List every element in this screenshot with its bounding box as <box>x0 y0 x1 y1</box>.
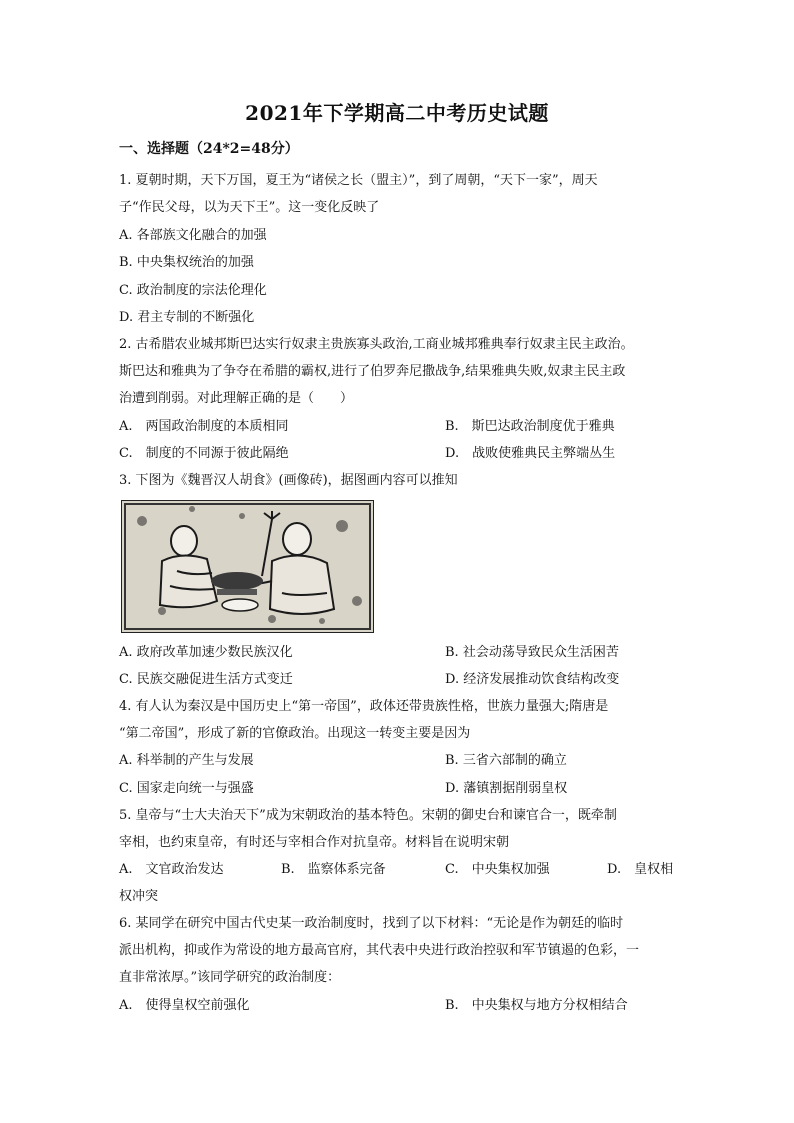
q2-option-d: D. 战败使雅典民主弊端丛生 <box>445 446 616 461</box>
brick-relief-image <box>121 500 374 633</box>
q6-stem-line1: 6. 某同学在研究中国古代史某一政治制度时，找到了以下材料：“无论是作为朝廷的临时 <box>119 916 624 931</box>
q4-option-a: A. 科举制的产生与发展 <box>119 753 254 768</box>
q3-stem: 3. 下图为《魏晋汉人胡食》(画像砖)，据图画内容可以推知 <box>119 473 458 488</box>
q2-option-b: B. 斯巴达政治制度优于雅典 <box>445 419 615 434</box>
q6-stem-line3: 直非常浓厚。”该同学研究的政治制度： <box>119 970 341 985</box>
q3-option-b: B. 社会动荡导致民众生活困苦 <box>445 645 619 660</box>
brick-relief-drawing <box>122 501 373 632</box>
q2-stem-line1: 2. 古希腊农业城邦斯巴达实行奴隶主贵族寡头政治,工商业城邦雅典奉行奴隶主民主政治。 <box>119 337 634 352</box>
q2-stem-line2: 斯巴达和雅典为了争夺在希腊的霸权,进行了伯罗奔尼撒战争,结果雅典失败,奴隶主民主政 <box>119 364 626 379</box>
q4-stem-line2: “第二帝国”，形成了新的官僚政治。出现这一转变主要是因为 <box>119 726 471 741</box>
q4-option-c: C. 国家走向统一与强盛 <box>119 781 254 796</box>
q1-stem-line1: 1. 夏朝时期，天下万国，夏王为“诸侯之长（盟主）”，到了周朝，“天下一家”，周天 <box>119 173 598 188</box>
q6-option-a: A. 使得皇权空前强化 <box>119 998 250 1013</box>
q1-option-d: D. 君主专制的不断强化 <box>119 310 255 325</box>
q5-option-d-continued: 权冲突 <box>119 889 159 904</box>
q6-option-b: B. 中央集权与地方分权相结合 <box>445 998 628 1013</box>
q2-stem-line3: 治遭到削弱。对此理解正确的是（ ） <box>119 391 354 406</box>
q2-option-a: A. 两国政治制度的本质相同 <box>119 419 289 434</box>
q6-stem-line2: 派出机构，抑或作为常设的地方最高官府，其代表中央进行政治控驭和军节镇遏的色彩，一 <box>119 943 640 958</box>
q1-option-b: B. 中央集权统治的加强 <box>119 255 254 270</box>
q5-option-a: A. 文官政治发达 <box>119 862 224 877</box>
q3-option-a: A. 政府改革加速少数民族汉化 <box>119 645 293 660</box>
q1-option-a: A. 各部族文化融合的加强 <box>119 228 267 243</box>
q5-stem-line2: 宰相，也约束皇帝，有时还与宰相合作对抗皇帝。材料旨在说明宋朝 <box>119 835 510 850</box>
q1-stem-line2: 子“作民父母，以为天下王”。这一变化反映了 <box>119 200 380 215</box>
q5-option-d: D. 皇权相 <box>607 862 674 877</box>
q4-stem-line1: 4. 有人认为秦汉是中国历史上“第一帝国”，政体还带贵族性格，世族力量强大;隋唐是 <box>119 699 609 714</box>
q5-option-b: B. 监察体系完备 <box>281 862 386 877</box>
q4-option-b: B. 三省六部制的确立 <box>445 753 567 768</box>
q2-option-c: C. 制度的不同源于彼此隔绝 <box>119 446 289 461</box>
page-title: 2021年下学期高二中考历史试题 <box>245 101 549 125</box>
section-heading: 一、选择题（24*2=48分） <box>119 141 299 157</box>
q5-stem-line1: 5. 皇帝与“士大夫治天下”成为宋朝政治的基本特色。宋朝的御史台和谏官合一，既牵制 <box>119 808 617 823</box>
q4-option-d: D. 藩镇割据削弱皇权 <box>445 781 568 796</box>
q3-option-d: D. 经济发展推动饮食结构改变 <box>445 672 620 687</box>
q1-option-c: C. 政治制度的宗法伦理化 <box>119 283 267 298</box>
q3-option-c: C. 民族交融促进生活方式变迁 <box>119 672 293 687</box>
q5-option-c: C. 中央集权加强 <box>445 862 550 877</box>
